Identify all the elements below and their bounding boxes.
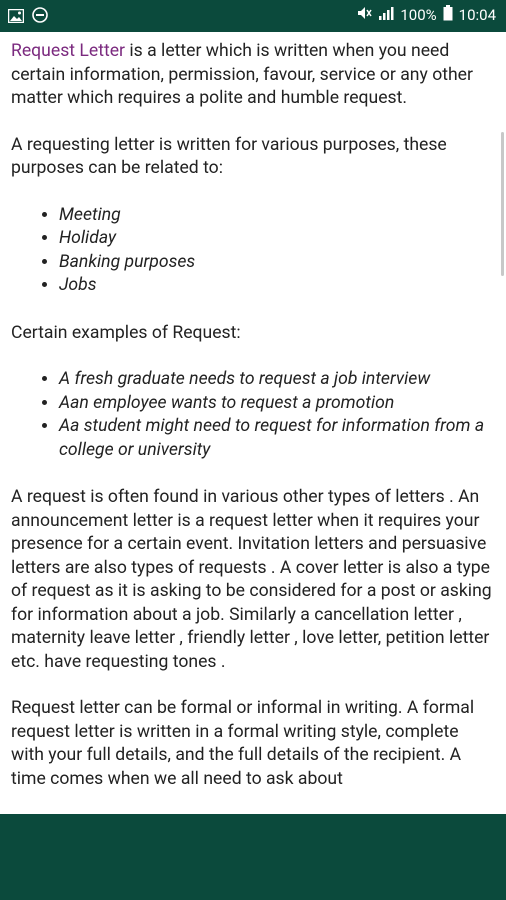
request-letter-link[interactable]: Request Letter <box>11 41 126 61</box>
list-item: • Jobs <box>59 274 494 298</box>
list-item: • Aan employee wants to request a promotion <box>59 392 494 416</box>
scrollbar-thumb[interactable] <box>501 132 504 276</box>
status-right-icons <box>356 5 496 25</box>
clock: 10:04 <box>458 6 496 24</box>
list-item: • Meeting <box>59 204 494 228</box>
battery-icon <box>443 5 453 25</box>
article-scroll-view[interactable] <box>0 32 506 814</box>
examples-list <box>11 368 494 462</box>
article-body <box>0 32 506 791</box>
intro-text: is a letter which is written when you need certain information, permission, favour, service or any other matter which requires a polite and humble request. <box>11 41 473 108</box>
purposes-intro: A requesting letter is written for various purposes, these purposes can be related to: <box>11 134 447 178</box>
mute-icon <box>356 5 372 25</box>
types-paragraph: A request is often found in various other types of letters . An announcement letter is a request letter when it requires your presence for a certain event. Invitation letters and persuasive letters are also types of requests . A cover letter is also a type of request as it is asking to be considered for a post or asking for information about a job. Similarly a cancellation letter , maternity leave letter , friendly letter , love letter, petition letter etc. have requesting tones . <box>11 487 492 672</box>
image-notification-icon <box>8 8 24 27</box>
status-bar <box>0 0 506 32</box>
signal-icon <box>378 5 394 25</box>
do-not-disturb-icon <box>32 7 48 27</box>
bottom-bar <box>0 814 506 900</box>
list-item: • Holiday <box>59 227 494 251</box>
status-left-icons <box>8 7 48 27</box>
formal-paragraph: Request letter can be formal or informal in writing. A formal request letter is written in a formal writing style, complete with your full details, and the full details of the recipient. A time comes when we all need to ask about <box>11 698 475 789</box>
intro-paragraph <box>11 40 494 111</box>
battery-percentage: 100% <box>400 6 437 24</box>
list-item: • A fresh graduate needs to request a job interview <box>59 368 494 392</box>
examples-intro: Certain examples of Request: <box>11 322 241 343</box>
list-item: • Banking purposes <box>59 251 494 275</box>
list-item: • Aa student might need to request for information from a college or university <box>59 415 494 462</box>
purposes-list <box>11 204 494 298</box>
